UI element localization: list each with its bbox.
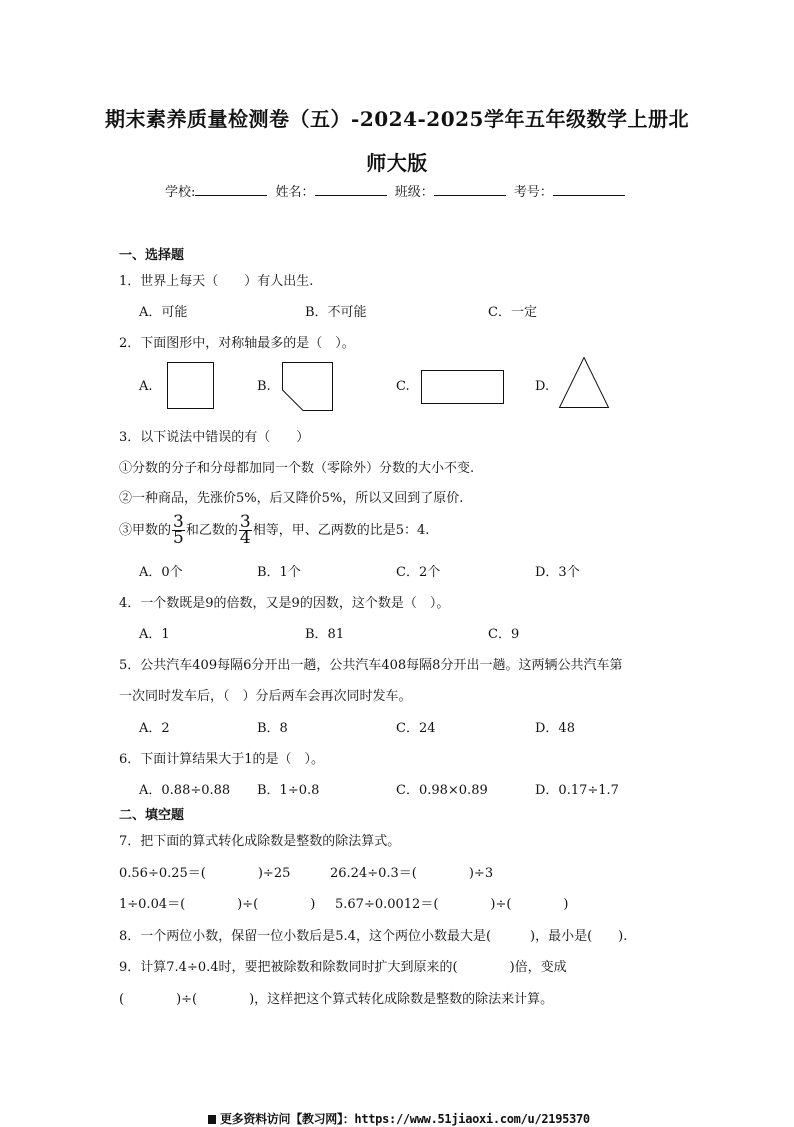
question-2-option-d[interactable]: D.	[535, 379, 550, 394]
question-3-statement-2: ②一种商品，先涨价5%，后又降价5%，所以又回到了原价.	[119, 491, 464, 506]
question-3-option-a[interactable]: A．0个	[139, 565, 183, 580]
question-2-option-a[interactable]: A.	[139, 379, 153, 394]
school-label: 学校:	[165, 185, 196, 200]
question-6-option-b[interactable]: B．1÷0.8	[257, 783, 320, 798]
fraction-1-numerator: 3	[173, 512, 184, 532]
question-1-option-a[interactable]: A．可能	[139, 305, 188, 320]
question-6-option-d[interactable]: D．0.17÷1.7	[535, 783, 619, 798]
square-icon	[167, 362, 215, 410]
name-blank[interactable]	[315, 183, 387, 196]
cut-corner-square-icon	[282, 362, 334, 412]
question-4-option-b[interactable]: B．81	[305, 627, 345, 642]
question-3-stem: 3．以下说法中错误的有（ ）	[119, 430, 310, 445]
page-title-line1: 期末素养质量检测卷（五）-2024-2025学年五年级数学上册北	[105, 107, 689, 131]
question-1-option-b[interactable]: B．不可能	[305, 305, 367, 320]
name-label: 姓名：	[275, 185, 315, 200]
question-6-option-a[interactable]: A．0.88÷0.88	[139, 783, 231, 798]
question-1-option-c[interactable]: C．一定	[488, 305, 537, 320]
fraction-2-numerator: 3	[239, 512, 251, 532]
class-blank[interactable]	[434, 183, 506, 196]
question-5-stem-line1: 5．公共汽车409每隔6分开出一趟，公共汽车408每隔8分开出一趟。这两辆公共汽车第	[119, 658, 623, 673]
question-9-line2[interactable]: ( )÷( )，这样把这个算式转化成除数是整数的除法来计算。	[119, 992, 554, 1007]
question-4-option-a[interactable]: A．1	[139, 627, 170, 642]
exam-no-label: 考号：	[513, 185, 553, 200]
statement-3-part-b: 和乙数的	[185, 523, 238, 538]
question-2-option-b[interactable]: B.	[257, 379, 271, 394]
question-5-option-a[interactable]: A．2	[139, 721, 170, 736]
statement-3-part-a: ③甲数的	[119, 523, 172, 538]
class-label: 班级：	[394, 185, 434, 200]
question-8-stem[interactable]: 8．一个两位小数，保留一位小数后是5.4，这个两位小数最大是( )，最小是( ).	[119, 929, 628, 944]
question-3-option-b[interactable]: B．1个	[257, 565, 301, 580]
question-5-stem-line2: 一次同时发车后，（ ）分后两车会再次同时发车。	[119, 689, 412, 704]
question-5-option-b[interactable]: B．8	[257, 721, 288, 736]
fraction-three-fourths	[239, 512, 252, 548]
page-title-line2: 师大版	[366, 151, 428, 175]
question-6-stem: 6．下面计算结果大于1的是（ ）。	[119, 752, 325, 767]
question-2-option-c[interactable]: C.	[396, 379, 410, 394]
question-4-option-c[interactable]: C．9	[488, 627, 520, 642]
fraction-2-denominator: 4	[239, 528, 251, 548]
question-9-line1[interactable]: 9．计算7.4÷0.4时，要把被除数和除数同时扩大到原来的( )倍，变成	[119, 960, 567, 975]
school-blank[interactable]	[195, 183, 267, 196]
question-3-option-c[interactable]: C．2个	[396, 565, 441, 580]
question-7-expression-3[interactable]: 1÷0.04＝( )÷( )	[119, 897, 316, 912]
question-5-option-c[interactable]: C．24	[396, 721, 436, 736]
question-7-expression-2[interactable]: 26.24÷0.3＝( )÷3	[330, 866, 494, 881]
question-3-statement-3	[119, 512, 430, 548]
question-6-option-c[interactable]: C．0.98×0.89	[396, 783, 488, 798]
question-3-option-d[interactable]: D．3个	[535, 565, 580, 580]
student-info-line	[165, 181, 629, 200]
section-choice-heading: 一、选择题	[119, 248, 185, 263]
section-fill-heading: 二、填空题	[119, 808, 185, 823]
fraction-three-fifths	[172, 512, 185, 548]
exam-no-blank[interactable]	[553, 183, 625, 196]
flag-icon	[208, 1115, 216, 1124]
footer-text: 更多资料访问【教习网】：https://www.51jiaoxi.com/u/2195370	[220, 1112, 590, 1126]
question-1-stem: 1．世界上每天（ ）有人出生.	[119, 274, 314, 289]
fraction-1-denominator: 5	[173, 528, 184, 548]
triangle-icon	[559, 357, 611, 409]
question-7-stem: 7．把下面的算式转化成除数是整数的除法算式。	[119, 834, 401, 849]
question-3-statement-1: ①分数的分子和分母都加同一个数（零除外）分数的大小不变.	[119, 461, 475, 476]
question-4-stem: 4．一个数既是9的倍数，又是9的因数，这个数是（ ）。	[119, 596, 450, 611]
question-7-expression-1[interactable]: 0.56÷0.25＝( )÷25	[119, 866, 291, 881]
question-2-stem: 2．下面图形中，对称轴最多的是（ ）。	[119, 336, 355, 351]
footer-link[interactable]	[208, 1110, 590, 1127]
question-7-expression-4[interactable]: 5.67÷0.0012＝( )÷( )	[335, 897, 569, 912]
statement-3-part-c: 相等，甲、乙两数的比是5：4.	[252, 523, 430, 538]
question-5-option-d[interactable]: D．48	[535, 721, 575, 736]
rectangle-icon	[421, 370, 505, 406]
